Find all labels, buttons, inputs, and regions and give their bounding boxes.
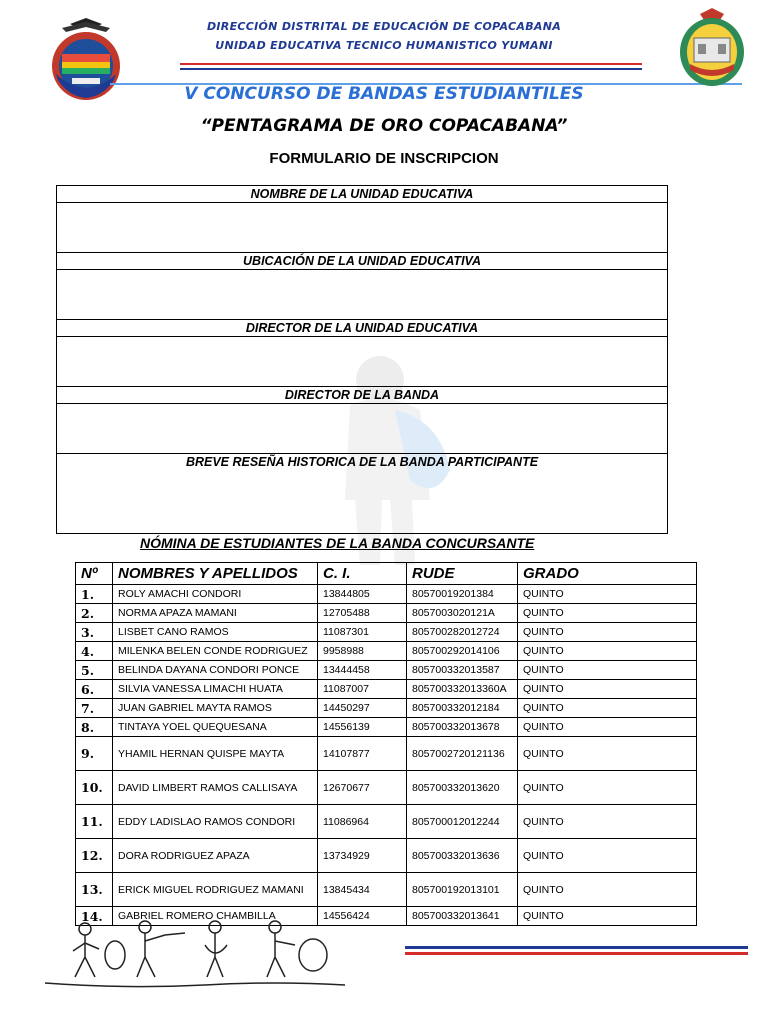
student-rude: 805700012012244 <box>407 805 518 839</box>
student-grade: QUINTO <box>518 737 697 771</box>
row-number: 12. <box>76 839 113 873</box>
student-ci: 12670677 <box>318 771 407 805</box>
col-header-rude: RUDE <box>407 563 518 585</box>
student-ci: 14556424 <box>318 907 407 926</box>
school-location-field[interactable] <box>57 270 667 320</box>
row-number: 4. <box>76 642 113 661</box>
band-director-field[interactable] <box>57 404 667 454</box>
student-grade: QUINTO <box>518 873 697 907</box>
student-rude: 805700332013620 <box>407 771 518 805</box>
student-ci: 11087007 <box>318 680 407 699</box>
row-number: 7. <box>76 699 113 718</box>
school-director-label: DIRECTOR DE LA UNIDAD EDUCATIVA <box>57 320 667 337</box>
student-rude: 805700332013636 <box>407 839 518 873</box>
col-header-number: Nº <box>76 563 113 585</box>
row-number: 1. <box>76 585 113 604</box>
student-grade: QUINTO <box>518 771 697 805</box>
school-name-field[interactable] <box>57 203 667 253</box>
student-ci: 13734929 <box>318 839 407 873</box>
student-grade: QUINTO <box>518 623 697 642</box>
table-row <box>76 771 697 805</box>
table-row <box>76 623 697 642</box>
student-rude: 805700332013360A <box>407 680 518 699</box>
contest-title: V CONCURSO DE BANDAS ESTUDIANTILES <box>184 84 584 104</box>
student-roster-table <box>75 562 697 926</box>
band-history-field[interactable] <box>57 470 667 533</box>
student-roster-title: NÓMINA DE ESTUDIANTES DE LA BANDA CONCURSANTE <box>140 535 535 551</box>
student-ci: 11086964 <box>318 805 407 839</box>
student-name: ROLY AMACHI CONDORI <box>113 585 318 604</box>
col-header-grade: GRADO <box>518 563 697 585</box>
table-row <box>76 642 697 661</box>
table-row <box>76 805 697 839</box>
municipal-crest-logo <box>676 4 748 92</box>
student-ci: 14450297 <box>318 699 407 718</box>
student-grade: QUINTO <box>518 661 697 680</box>
student-rude: 80570019201384 <box>407 585 518 604</box>
row-number: 5. <box>76 661 113 680</box>
row-number: 13. <box>76 873 113 907</box>
contest-subtitle: “PENTAGRAMA DE ORO COPACABANA” <box>200 116 568 136</box>
student-grade: QUINTO <box>518 642 697 661</box>
student-grade: QUINTO <box>518 718 697 737</box>
student-grade: QUINTO <box>518 604 697 623</box>
student-rude: 805700332013678 <box>407 718 518 737</box>
student-grade: QUINTO <box>518 699 697 718</box>
school-name-label: NOMBRE DE LA UNIDAD EDUCATIVA <box>57 186 667 203</box>
student-rude: 805700192013101 <box>407 873 518 907</box>
table-row <box>76 718 697 737</box>
table-row <box>76 585 697 604</box>
student-grade: QUINTO <box>518 680 697 699</box>
student-name: TINTAYA YOEL QUEQUESANA <box>113 718 318 737</box>
row-number: 11. <box>76 805 113 839</box>
table-row <box>76 680 697 699</box>
student-ci: 9958988 <box>318 642 407 661</box>
student-name: SILVIA VANESSA LIMACHI HUATA <box>113 680 318 699</box>
student-name: BELINDA DAYANA CONDORI PONCE <box>113 661 318 680</box>
row-number: 14. <box>76 907 113 926</box>
student-rude: 8057003020121A <box>407 604 518 623</box>
school-info-form <box>56 185 668 534</box>
row-number: 8. <box>76 718 113 737</box>
student-grade: QUINTO <box>518 839 697 873</box>
band-director-label: DIRECTOR DE LA BANDA <box>57 387 667 404</box>
school-director-field[interactable] <box>57 337 667 387</box>
row-number: 9. <box>76 737 113 771</box>
student-name: DAVID LIMBERT RAMOS CALLISAYA <box>113 771 318 805</box>
marching-band-illustration <box>45 915 345 990</box>
student-name: DORA RODRIGUEZ APAZA <box>113 839 318 873</box>
student-name: LISBET CANO RAMOS <box>113 623 318 642</box>
district-office-title: DIRECCIÓN DISTRITAL DE EDUCACIÓN DE COPACABANA <box>206 20 562 33</box>
student-ci: 14556139 <box>318 718 407 737</box>
table-row <box>76 661 697 680</box>
footer-stripe-red <box>405 952 748 955</box>
row-number: 2. <box>76 604 113 623</box>
student-ci: 11087301 <box>318 623 407 642</box>
student-name: JUAN GABRIEL MAYTA RAMOS <box>113 699 318 718</box>
school-title: UNIDAD EDUCATIVA TECNICO HUMANISTICO YUMANI <box>215 39 553 52</box>
student-ci: 13444458 <box>318 661 407 680</box>
student-name: EDDY LADISLAO RAMOS CONDORI <box>113 805 318 839</box>
student-name: ERICK MIGUEL RODRIGUEZ MAMANI <box>113 873 318 907</box>
form-title: FORMULARIO DE INSCRIPCION <box>269 150 499 167</box>
table-row <box>76 737 697 771</box>
row-number: 6. <box>76 680 113 699</box>
band-history-label: BREVE RESEÑA HISTORICA DE LA BANDA PARTICIPANTE <box>185 455 539 469</box>
student-rude: 805700332013587 <box>407 661 518 680</box>
table-row <box>76 839 697 873</box>
header-stripe-blue <box>180 68 642 70</box>
header-stripe-red <box>180 63 642 65</box>
school-location-label: UBICACIÓN DE LA UNIDAD EDUCATIVA <box>57 253 667 270</box>
student-rude: 805700332012184 <box>407 699 518 718</box>
student-grade: QUINTO <box>518 805 697 839</box>
col-header-ci: C. I. <box>318 563 407 585</box>
table-row <box>76 699 697 718</box>
footer-stripe-blue <box>405 946 748 949</box>
student-name: GABRIEL ROMERO CHAMBILLA <box>113 907 318 926</box>
student-name: MILENKA BELEN CONDE RODRIGUEZ <box>113 642 318 661</box>
student-grade: QUINTO <box>518 585 697 604</box>
student-rude: 8057002720121136 <box>407 737 518 771</box>
row-number: 3. <box>76 623 113 642</box>
student-ci: 13845434 <box>318 873 407 907</box>
student-ci: 13844805 <box>318 585 407 604</box>
row-number: 10. <box>76 771 113 805</box>
student-ci: 12705488 <box>318 604 407 623</box>
table-row <box>76 604 697 623</box>
student-grade: QUINTO <box>518 907 697 926</box>
student-name: NORMA APAZA MAMANI <box>113 604 318 623</box>
student-rude: 805700282012724 <box>407 623 518 642</box>
student-ci: 14107877 <box>318 737 407 771</box>
student-name: YHAMIL HERNAN QUISPE MAYTA <box>113 737 318 771</box>
student-rude: 805700332013641 <box>407 907 518 926</box>
col-header-name: NOMBRES Y APELLIDOS <box>113 563 318 585</box>
student-rude: 805700292014106 <box>407 642 518 661</box>
table-row <box>76 873 697 907</box>
table-header-row <box>76 563 697 585</box>
